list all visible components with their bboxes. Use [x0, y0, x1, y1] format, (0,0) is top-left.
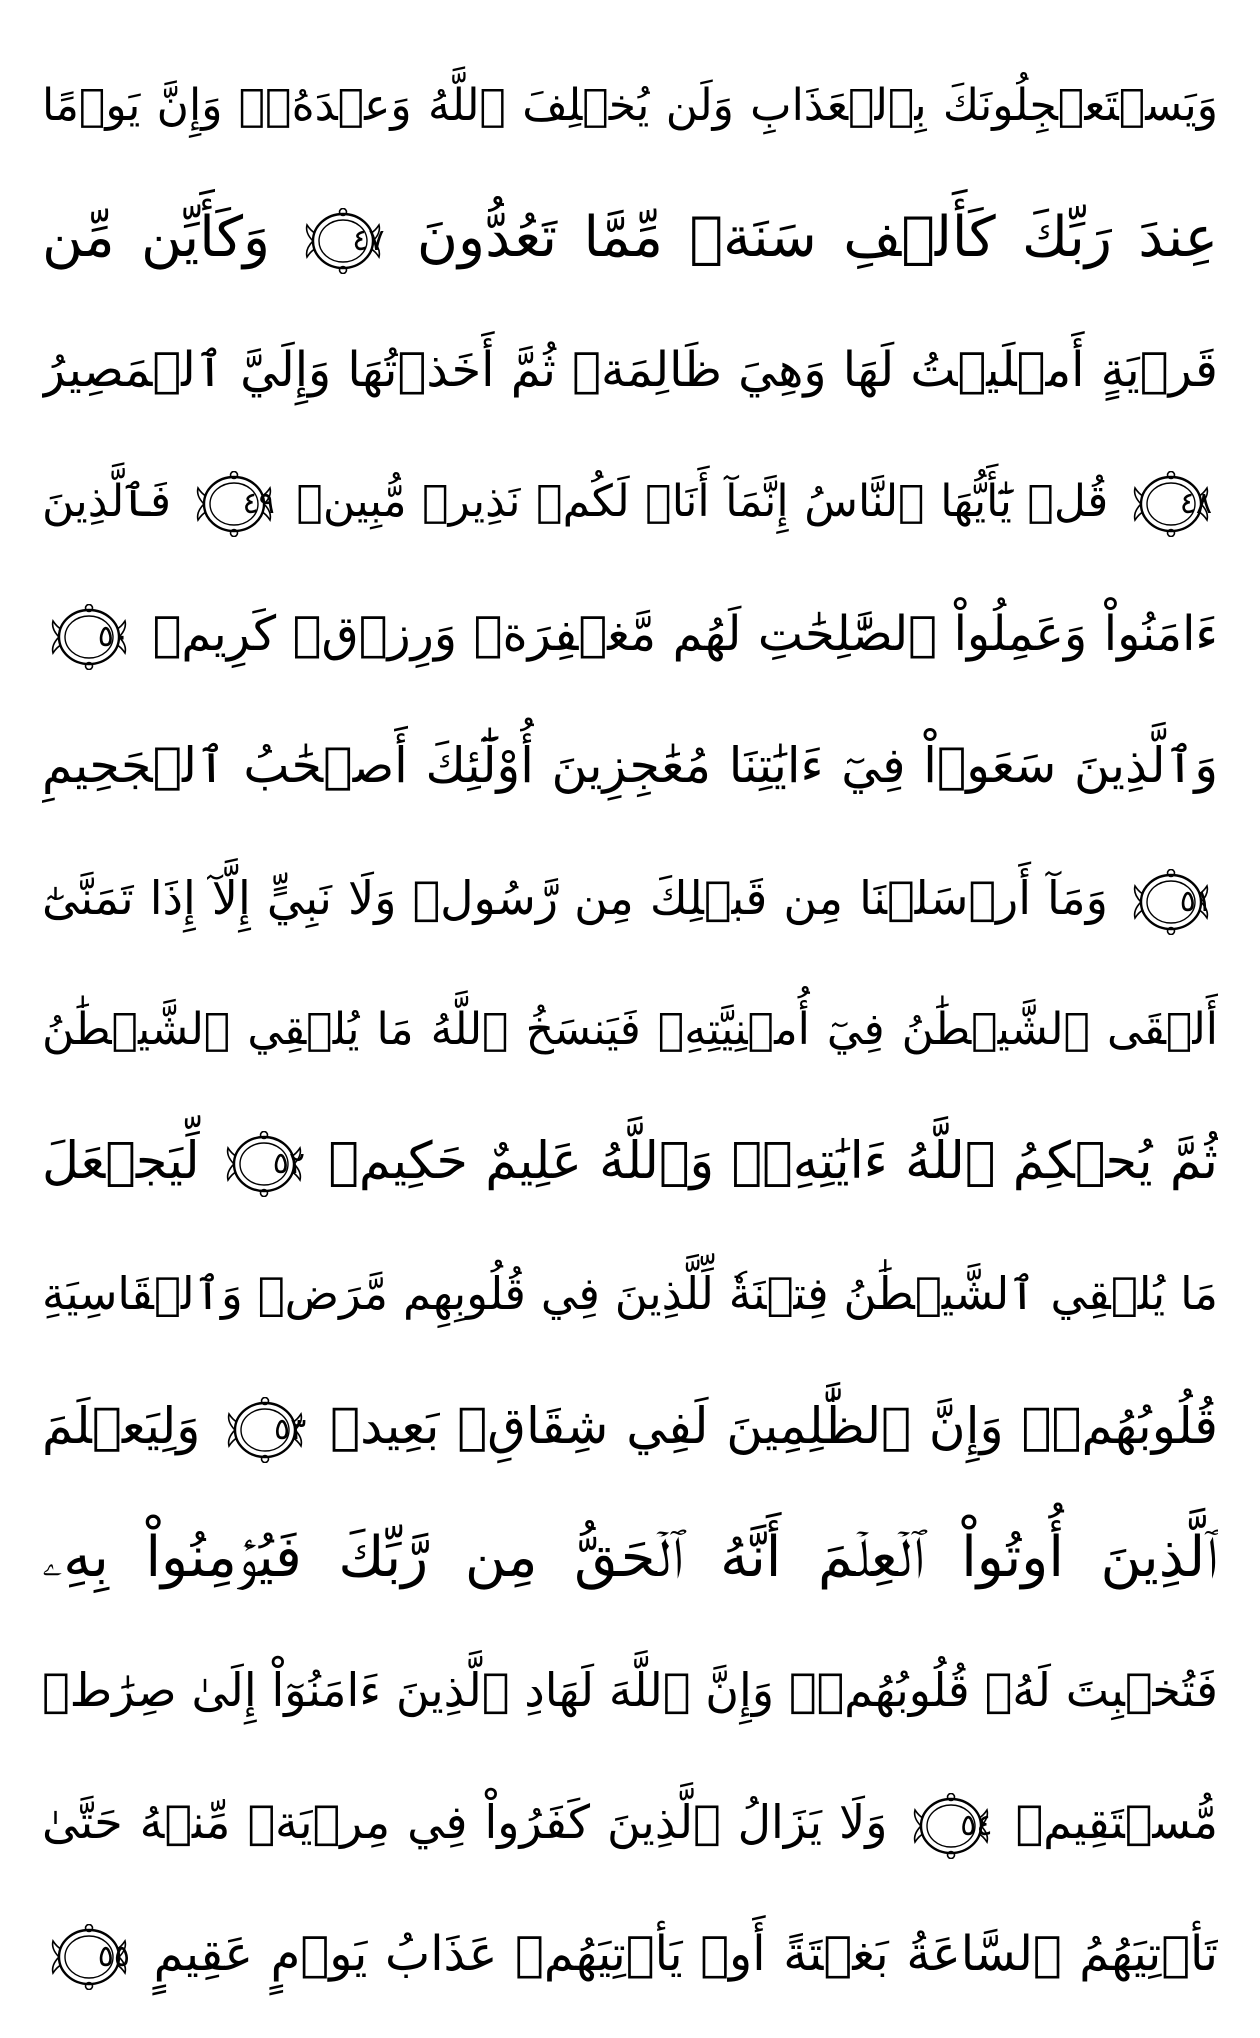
ayah-number-marker	[224, 1397, 306, 1463]
ayah-number-marker	[223, 1131, 305, 1197]
text-line	[42, 1492, 1218, 1624]
text-line	[42, 700, 1218, 832]
ayah-number: ٥٠	[97, 619, 130, 654]
verse-text: تَأۡتِيَهُمُ ٱلسَّاعَةُ بَغۡتَةً أَوۡ يَأۡتِيَهُمۡ عَذَابُ يَوۡمٍ عَقِيمٍ	[153, 1926, 1218, 1982]
text-line	[42, 436, 1218, 568]
text-line	[42, 1888, 1218, 2020]
verse-text: وَمَآ أَرۡسَلۡنَا مِن قَبۡلِكَ مِن رَّسُولٖ وَلَا نَبِيٍّ إِلَّآ إِذَا تَمَنَّىٰٓ	[42, 871, 1108, 925]
verse-text: ٱلَّذِينَ أُوتُواْ ٱلۡعِلۡمَ أَنَّهُ ٱلۡحَقُّ مِن رَّبِّكَ فَيُؤۡمِنُواْ بِهِۦ	[42, 1525, 1218, 1590]
text-line	[42, 304, 1218, 436]
verse-text: مُّسۡتَقِيمٖ	[1015, 1795, 1218, 1849]
ayah-number-marker	[302, 208, 384, 274]
verse-text: قُلُوبُهُمۡۗ وَإِنَّ ٱلظَّٰلِمِينَ لَفِي شِقَاقِۭ بَعِيدٖ	[330, 1397, 1218, 1455]
ayah-number: ٤٨	[1179, 486, 1212, 521]
verse-text: مَا يُلۡقِي ٱلشَّيۡطَٰنُ فِتۡنَةٗ لِّلَّذِينَ فِي قُلُوبِهِم مَّرَضٞ وَٱلۡقَاسِيَةِ	[42, 1267, 1218, 1320]
text-line	[42, 40, 1218, 172]
text-line	[42, 172, 1218, 304]
ayah-number: ٥٤	[960, 1807, 993, 1843]
text-line	[42, 568, 1218, 700]
ayah-number-marker	[1130, 471, 1212, 537]
verse-text: لِّيَجۡعَلَ	[42, 1132, 200, 1191]
ayah-number-marker	[48, 1924, 130, 1990]
verse-text: وَكَأَيِّن مِّن	[42, 205, 271, 270]
text-line	[42, 1096, 1218, 1228]
verse-text: وَلِيَعۡلَمَ	[42, 1397, 201, 1455]
text-line	[42, 1624, 1218, 1756]
verse-text: عِندَ رَبِّكَ كَأَلۡفِ سَنَةٖ مِّمَّا تَعُدُّونَ	[416, 205, 1218, 270]
ayah-number-marker	[193, 471, 275, 537]
verse-text: قُلۡ يَٰٓأَيُّهَا ٱلنَّاسُ إِنَّمَآ أَنَا۠ لَكُمۡ نَذِيرٞ مُّبِينٞ	[296, 476, 1109, 527]
text-line	[42, 1228, 1218, 1360]
ayah-number: ٤٩	[242, 486, 275, 521]
ayah-number-marker	[1130, 869, 1212, 935]
ayah-number-marker	[910, 1793, 992, 1859]
text-line	[42, 1756, 1218, 1888]
verse-text: فَتُخۡبِتَ لَهُۥ قُلُوبُهُمۡۗ وَإِنَّ ٱللَّهَ لَهَادِ ٱلَّذِينَ ءَامَنُوٓاْ إِلَىٰ صِرَٰطٖ	[42, 1663, 1218, 1717]
ayah-number: ٥٢	[272, 1146, 305, 1181]
ayah-number: ٥٣	[274, 1411, 307, 1447]
text-line	[42, 1360, 1218, 1492]
verse-text: أَلۡقَى ٱلشَّيۡطَٰنُ فِيٓ أُمۡنِيَّتِهِۦ فَيَنسَخُ ٱللَّهُ مَا يُلۡقِي ٱلشَّيۡطَٰنُ	[42, 1004, 1218, 1055]
verse-text: ءَامَنُواْ وَعَمِلُواْ ٱلصَّٰلِحَٰتِ لَهُم مَّغۡفِرَةٞ وَرِزۡقٞ كَرِيمٞ	[152, 606, 1218, 662]
text-line	[42, 832, 1218, 964]
verse-text: ثُمَّ يُحۡكِمُ ٱللَّهُ ءَايَٰتِهِۦۗ وَٱللَّهُ عَلِيمٌ حَكِيمٞ	[328, 1132, 1218, 1191]
text-line	[42, 964, 1218, 1096]
verse-text: وَٱلَّذِينَ سَعَوۡاْ فِيٓ ءَايَٰتِنَا مُعَٰجِزِينَ أُوْلَٰٓئِكَ أَصۡحَٰبُ ٱلۡجَحِيمِ	[42, 737, 1218, 794]
ayah-number: ٥١	[1179, 883, 1212, 919]
verse-text: وَيَسۡتَعۡجِلُونَكَ بِٱلۡعَذَابِ وَلَن يُخۡلِفَ ٱللَّهُ وَعۡدَهُۥۚ وَإِنَّ يَوۡمًا	[42, 80, 1218, 131]
ayah-number-marker	[48, 604, 130, 670]
verse-text: فَٱلَّذِينَ	[42, 476, 172, 527]
ayah-number: ٤٧	[352, 222, 385, 258]
verse-text: قَرۡيَةٍ أَمۡلَيۡتُ لَهَا وَهِيَ ظَالِمَةٞ ثُمَّ أَخَذۡتُهَا وَإِلَيَّ ٱلۡمَصِيرُ	[42, 342, 1218, 398]
ayah-number: ٥٥	[97, 1939, 130, 1974]
verse-text: وَلَا يَزَالُ ٱلَّذِينَ كَفَرُواْ فِي مِرۡيَةٖ مِّنۡهُ حَتَّىٰ	[42, 1795, 888, 1849]
